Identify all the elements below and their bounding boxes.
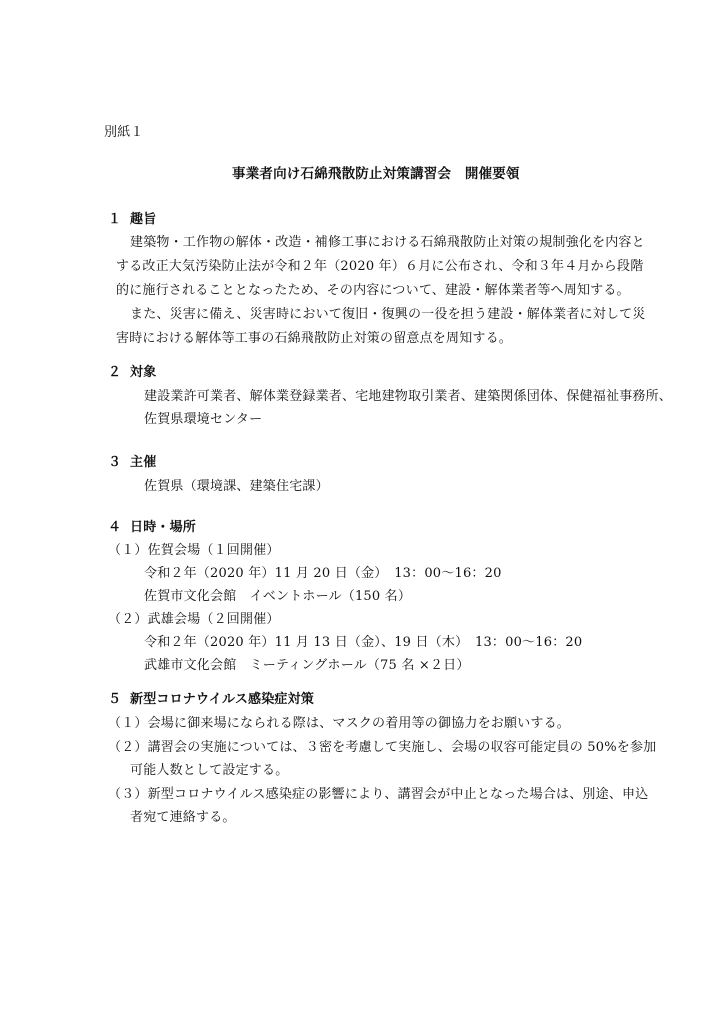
- section-number: ２: [108, 365, 122, 380]
- body-line: 的に施行されることとなったため、その内容について、建設・解体業者等へ周知する。: [116, 283, 630, 298]
- section-heading: 趣旨: [130, 212, 157, 227]
- list-item: （１）会場に御来場になられる際は、マスクの着用等の御協力をお願いする。: [108, 716, 571, 731]
- section-number: １: [108, 212, 122, 227]
- body-line: 佐賀県環境センター: [144, 412, 263, 427]
- list-item-continuation: 可能人数として設定する。: [130, 763, 289, 778]
- section-number: ３: [108, 455, 122, 470]
- section-number: ５: [108, 692, 122, 707]
- venue-date: 令和２年（2020 年）11 月 13 日（金）、19 日（木） 13：00〜16：20: [144, 635, 583, 650]
- body-line: 建設業許可業者、解体業登録業者、宅地建物取引業者、建築関係団体、保健福祉事務所、: [144, 389, 673, 404]
- section-heading: 日時・場所: [130, 520, 197, 535]
- venue-place: 武雄市文化会館 ミーティングホール（75 名 ×２日）: [144, 658, 470, 673]
- section-number: ４: [108, 520, 122, 535]
- body-line: する改正大気汚染防止法が令和２年（2020 年）６月に公布され、令和３年４月から段階: [116, 259, 644, 274]
- venue-label: （２）武雄会場（２回開催）: [108, 612, 280, 627]
- body-line: 佐賀県（環境課、建築住宅課）: [144, 479, 329, 494]
- venue-label: （１）佐賀会場（１回開催）: [108, 543, 280, 558]
- list-item: （３）新型コロナウイルス感染症の影響により、講習会が中止となった場合は、別途、申込: [108, 787, 649, 802]
- section-heading: 主催: [130, 455, 157, 470]
- section-heading: 新型コロナウイルス感染症対策: [130, 692, 315, 707]
- attachment-label: 別紙１: [104, 125, 144, 140]
- body-line: 害時における解体等工事の石綿飛散防止対策の留意点を周知する。: [116, 331, 513, 346]
- list-item-continuation: 者宛て連絡する。: [130, 810, 236, 825]
- body-line: また、災害に備え、災害時において復旧・復興の一役を担う建設・解体業者に対して災: [130, 307, 646, 322]
- section-heading: 対象: [130, 365, 157, 380]
- venue-place: 佐賀市文化会館 イベントホール（150 名）: [144, 589, 412, 604]
- venue-date: 令和２年（2020 年）11 月 20 日（金） 13：00〜16：20: [144, 566, 502, 581]
- body-line: 建築物・工作物の解体・改造・補修工事における石綿飛散防止対策の規制強化を内容と: [130, 235, 645, 250]
- document-title: 事業者向け石綿飛散防止対策講習会 開催要領: [232, 166, 520, 182]
- list-item: （２）講習会の実施については、３密を考慮して実施し、会場の収容可能定員の 50%を参加: [108, 740, 657, 755]
